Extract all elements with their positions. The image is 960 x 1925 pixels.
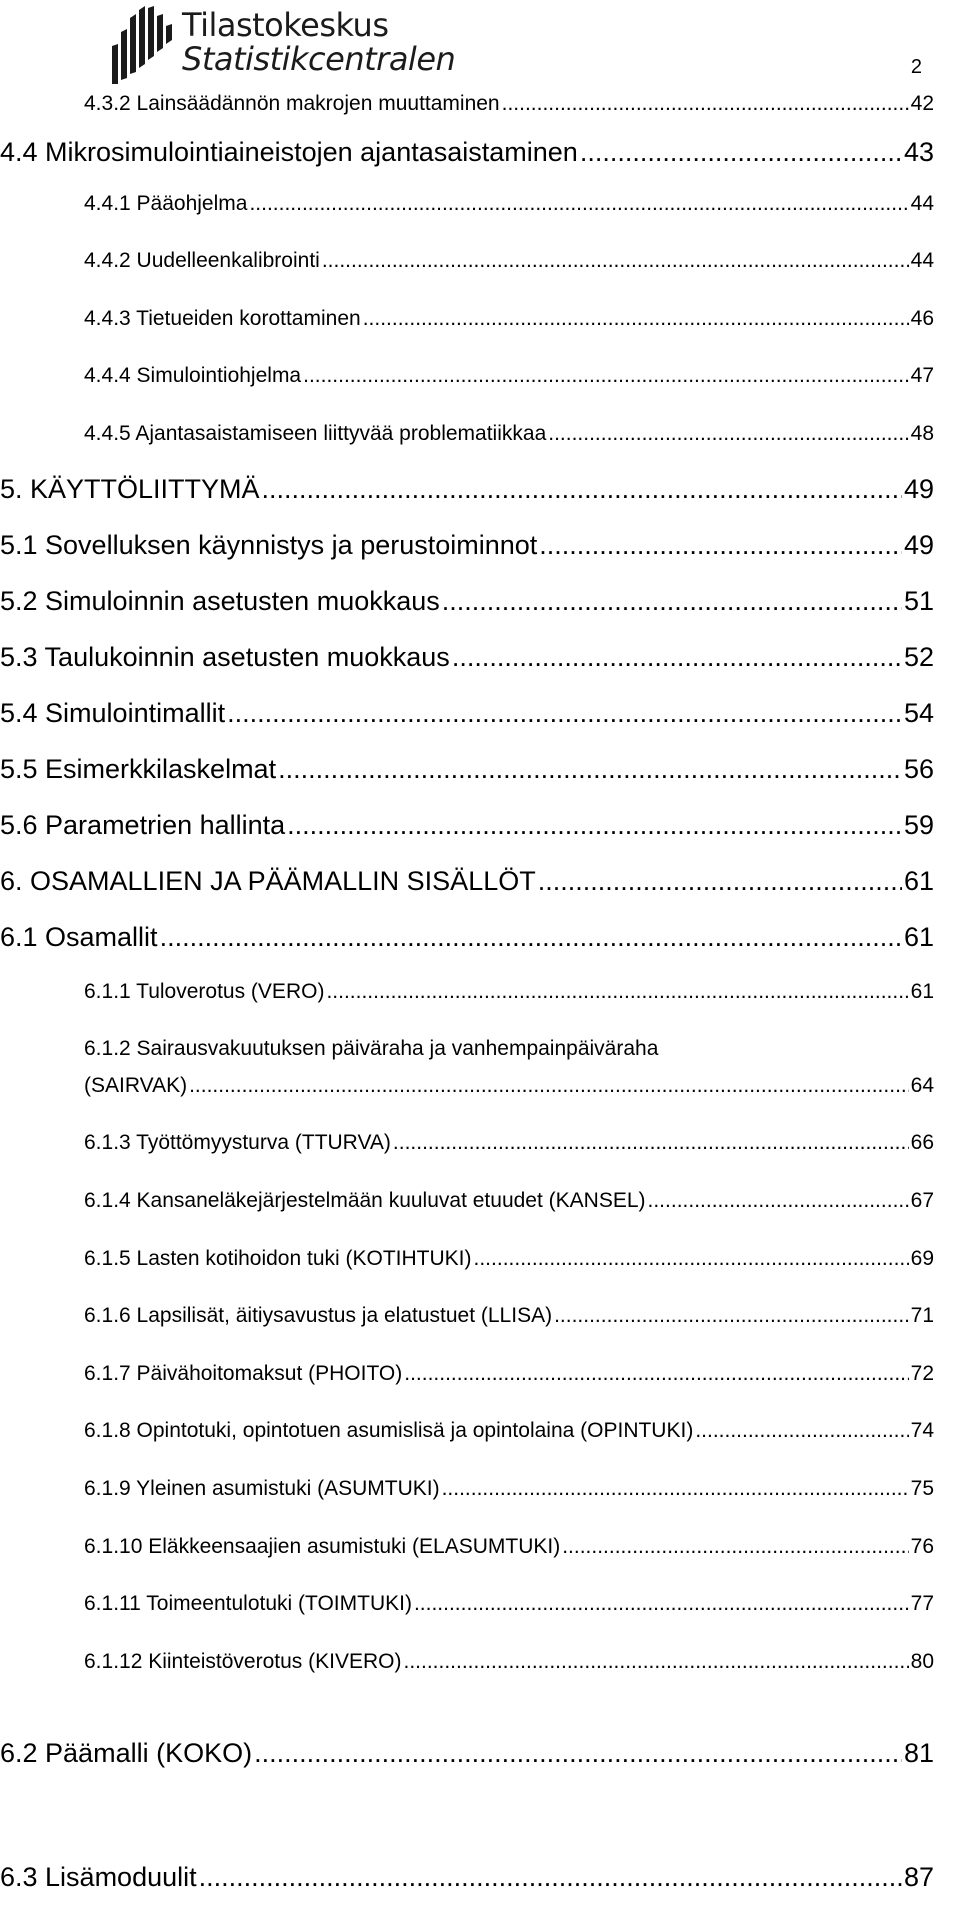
toc-entry-page: 67 (910, 1189, 934, 1212)
toc-entry-title: 4.4.4 Simulointiohjelma (84, 364, 302, 387)
toc-entry-page: 64 (910, 1074, 934, 1097)
toc-entry[interactable] (84, 1477, 934, 1501)
dot-leader (278, 754, 902, 785)
toc-entry-title: 6.1 Osamallit (0, 922, 158, 952)
dot-leader (254, 1738, 902, 1769)
toc-entry[interactable] (84, 1592, 934, 1616)
toc-entry[interactable] (84, 1304, 934, 1328)
toc-entry-title-line1: 6.1.2 Sairausvakuutuksen päiväraha ja vanhempainpäiväraha (84, 1037, 659, 1060)
toc-entry[interactable] (84, 249, 934, 273)
toc-entry-title: 6.1.11 Toimeentulotuki (TOIMTUKI) (84, 1592, 412, 1615)
toc-entry-title: 4.4.3 Tietueiden korottaminen (84, 307, 361, 330)
toc-entry-page: 46 (910, 307, 934, 330)
toc-entry-page: 81 (903, 1738, 934, 1768)
toc-entry-page: 61 (903, 922, 934, 952)
dot-leader (363, 307, 909, 331)
toc-entry-title: 6.1.5 Lasten kotihoidon tuki (KOTIHTUKI) (84, 1247, 472, 1270)
toc-entry[interactable] (0, 866, 934, 897)
toc-entry[interactable] (0, 754, 934, 785)
toc-entry[interactable] (84, 1362, 934, 1386)
dot-leader (442, 586, 902, 617)
statistics-finland-logo (110, 6, 470, 84)
toc-entry-page: 61 (910, 980, 934, 1003)
dot-leader (414, 1592, 909, 1616)
toc-entry[interactable] (0, 586, 934, 617)
toc-entry-page: 44 (910, 249, 934, 272)
toc-entry-page: 52 (903, 642, 934, 672)
dot-leader (538, 866, 902, 897)
dot-leader (227, 698, 902, 729)
toc-entry-page: 61 (903, 866, 934, 896)
dot-leader (554, 1304, 909, 1328)
toc-entry-title: 6.1.10 Eläkkeensaajien asumistuki (ELASUMTUKI) (84, 1535, 561, 1558)
toc-entry[interactable] (0, 137, 934, 168)
toc-entry-title: 6.1.12 Kiinteistöverotus (KIVERO) (84, 1650, 402, 1673)
toc-entry-title: 5.3 Taulukoinnin asetusten muokkaus (0, 642, 450, 672)
toc-entry-title: 5.6 Parametrien hallinta (0, 810, 286, 840)
toc-entry-title: 6.1.6 Lapsilisät, äitiysavustus ja elatustuet (LLISA) (84, 1304, 553, 1327)
dot-leader (442, 1477, 909, 1501)
dot-leader (562, 1535, 908, 1559)
dot-leader (502, 92, 909, 116)
toc-entry-page: 59 (903, 810, 934, 840)
toc-entry[interactable] (84, 1535, 934, 1559)
toc-entry[interactable] (84, 192, 934, 216)
toc-entry-title: 5.1 Sovelluksen käynnistys ja perustoiminnot (0, 530, 538, 560)
dot-leader (648, 1189, 909, 1213)
toc-entry-title: 4.4.5 Ajantasaistamiseen liittyvää problematiikkaa (84, 422, 547, 445)
dot-leader (189, 1074, 909, 1098)
toc-entry[interactable] (0, 1738, 934, 1769)
toc-entry-title: 5.5 Esimerkkilaskelmat (0, 754, 277, 784)
toc-entry-page: 42 (910, 92, 934, 115)
toc-entry[interactable] (84, 980, 934, 1004)
toc-entry-page: 87 (903, 1862, 934, 1892)
toc-entry-page: 76 (910, 1535, 934, 1558)
toc-entry-page: 71 (910, 1304, 934, 1327)
toc-entry-title: 4.4.2 Uudelleenkalibrointi (84, 249, 320, 272)
toc-entry[interactable] (0, 1862, 934, 1893)
dot-leader (322, 249, 909, 273)
toc-entry-title: 6.1.8 Opintotuki, opintotuen asumislisä ja opintolaina (OPINTUKI) (84, 1419, 694, 1442)
dot-leader (262, 474, 902, 505)
toc-entry-title: 5. KÄYTTÖLIITTYMÄ (0, 474, 260, 504)
toc-entry-page: 54 (903, 698, 934, 728)
toc-entry-title: (SAIRVAK) (84, 1074, 188, 1097)
toc-entry-page: 66 (910, 1131, 934, 1154)
toc-entry[interactable] (84, 1189, 934, 1213)
toc-entry-title: 4.3.2 Lainsäädännön makrojen muuttaminen (84, 92, 500, 115)
toc-entry[interactable] (0, 922, 934, 953)
toc-entry-title: 6.3 Lisämoduulit (0, 1862, 197, 1892)
toc-entry-page: 47 (910, 364, 934, 387)
toc-entry[interactable] (84, 422, 934, 446)
toc-entry[interactable] (0, 530, 934, 561)
toc-entry[interactable] (84, 307, 934, 331)
dot-leader (249, 192, 908, 216)
dot-leader (539, 530, 902, 561)
dot-leader (403, 1650, 908, 1674)
toc-entry-title: 4.4.1 Pääohjelma (84, 192, 248, 215)
page-header (0, 0, 960, 90)
logo-bars-icon (110, 6, 174, 84)
toc-entry-page: 56 (903, 754, 934, 784)
toc-entry[interactable] (84, 92, 934, 116)
dot-leader (160, 922, 902, 953)
toc-entry-title: 5.4 Simulointimallit (0, 698, 226, 728)
toc-entry-title: 6. OSAMALLIEN JA PÄÄMALLIN SISÄLLÖT (0, 866, 536, 896)
toc-entry-title: 5.2 Simuloinnin asetusten muokkaus (0, 586, 440, 616)
toc-entry-page: 74 (910, 1419, 934, 1442)
toc-entry[interactable] (84, 1247, 934, 1271)
toc-entry-title: 6.1.9 Yleinen asumistuki (ASUMTUKI) (84, 1477, 440, 1500)
toc-entry[interactable] (84, 364, 934, 388)
toc-entry-title: 4.4 Mikrosimulointiaineistojen ajantasaistaminen (0, 137, 578, 167)
toc-entry-page: 75 (910, 1477, 934, 1500)
toc-entry-title: 6.1.4 Kansaneläkejärjestelmään kuuluvat etuudet (KANSEL) (84, 1189, 646, 1212)
toc-entry[interactable] (0, 642, 934, 673)
toc-entry[interactable] (84, 1074, 934, 1098)
dot-leader (452, 642, 902, 673)
toc-entry[interactable] (0, 698, 934, 729)
toc-entry-page: 80 (910, 1650, 934, 1673)
toc-entry-page: 44 (910, 192, 934, 215)
dot-leader (404, 1362, 908, 1386)
dot-leader (580, 137, 902, 168)
logo-text-swedish: Statistikcentralen (182, 40, 456, 78)
toc-entry-title: 6.1.7 Päivähoitomaksut (PHOITO) (84, 1362, 403, 1385)
dot-leader (303, 364, 909, 388)
toc-entry[interactable] (0, 474, 934, 505)
toc-entry-title: 6.1.1 Tuloverotus (VERO) (84, 980, 325, 1003)
toc-entry-title: 6.2 Päämalli (KOKO) (0, 1738, 253, 1768)
dot-leader (326, 980, 908, 1004)
toc-entry[interactable] (0, 810, 934, 841)
dot-leader (393, 1131, 909, 1155)
toc-entry-page: 72 (910, 1362, 934, 1385)
toc-entry-page: 49 (903, 530, 934, 560)
dot-leader (474, 1247, 909, 1271)
dot-leader (695, 1419, 908, 1443)
toc-entry-page: 43 (903, 137, 934, 167)
toc-entry-page: 48 (910, 422, 934, 445)
toc-entry[interactable] (84, 1131, 934, 1155)
toc-entry[interactable] (84, 1419, 934, 1443)
logo-text-finnish: Tilastokeskus (182, 6, 389, 44)
toc-entry-title: 6.1.3 Työttömyysturva (TTURVA) (84, 1131, 391, 1154)
page-number: 2 (910, 56, 922, 78)
toc-entry-page: 69 (910, 1247, 934, 1270)
dot-leader (199, 1862, 902, 1893)
toc-entry-page: 49 (903, 474, 934, 504)
toc-entry[interactable] (84, 1650, 934, 1674)
toc-entry-page: 77 (910, 1592, 934, 1615)
dot-leader (287, 810, 902, 841)
dot-leader (548, 422, 908, 446)
toc-entry-page: 51 (903, 586, 934, 616)
